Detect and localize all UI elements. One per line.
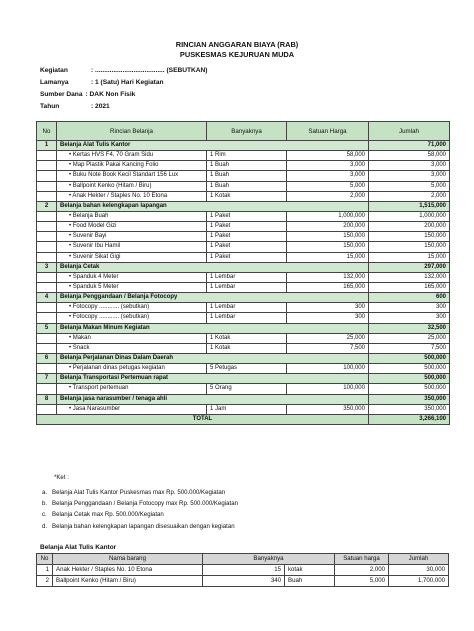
cell-unit: kotak <box>285 565 335 576</box>
cell-no-empty <box>37 181 57 191</box>
cell-amount: 132,000 <box>369 272 450 282</box>
cell-no-empty <box>37 211 57 221</box>
table-row <box>37 171 450 181</box>
second-header-jumlah: Jumlah <box>389 554 449 565</box>
cell-qty: 1 Lembar <box>207 303 287 313</box>
category-total: 350,000 <box>369 394 450 404</box>
cell-price: 300 <box>287 313 369 323</box>
note-text: Belanja Penggandaan / Belanja Fotocopy max Rp. 500.000/Kegiatan <box>52 500 238 508</box>
cell-qty: 1 Paket <box>207 222 287 232</box>
cell-no-empty <box>37 171 57 181</box>
total-label: TOTAL <box>37 414 369 424</box>
cell-price: 150,000 <box>287 232 369 242</box>
cell-no-empty <box>37 282 57 292</box>
cell-price: 7,500 <box>287 343 369 353</box>
notes <box>42 474 238 532</box>
cell-price: 5,000 <box>287 181 369 191</box>
cell-qty: 1 Buah <box>207 181 287 191</box>
cell-item-name: • Food Model Gizi <box>57 222 207 232</box>
cell-item-name: • Ballpoint Kenko (Hitam / Biru) <box>57 181 207 191</box>
note-item <box>42 498 238 509</box>
cell-no-empty <box>37 404 57 414</box>
document-subtitle: PUSKESMAS KEJURUAN MUDA <box>179 50 295 59</box>
cell-item-name: • Belanja Buah <box>57 211 207 221</box>
info-label: Kegiatan <box>40 66 68 74</box>
category-name: Belanja Alat Tulis Kantor <box>57 141 369 151</box>
cell-price: 58,000 <box>287 151 369 161</box>
cell-item-name: • Spanduk 4 Meter <box>57 272 207 282</box>
category-total: 32,500 <box>369 323 450 333</box>
cell-amount: 1,700,000 <box>389 576 449 587</box>
table-row <box>37 282 450 292</box>
cell-qty: 1 Rim <box>207 151 287 161</box>
cell-name: Ballpoint Kenko (Hitam / Biru) <box>53 576 203 587</box>
cell-qty: 1 Buah <box>207 171 287 181</box>
table-row <box>37 333 450 343</box>
cell-item-name: • Buku Note Book Kecil Standart 156 Lux <box>57 171 207 181</box>
category-row <box>37 353 450 363</box>
cell-price: 15,000 <box>287 252 369 262</box>
category-row <box>37 374 450 384</box>
cell-qty: 1 Kotak <box>207 333 287 343</box>
table-row <box>37 565 449 576</box>
notes-heading: *Ket : <box>54 474 69 481</box>
cell-no-empty <box>37 303 57 313</box>
cell-price: 5,000 <box>335 576 389 587</box>
cell-price: 200,000 <box>287 222 369 232</box>
cell-price: 3,000 <box>287 161 369 171</box>
category-total: 71,000 <box>369 141 450 151</box>
header-satuan-harga: Satuan Harga <box>287 122 369 141</box>
cell-no-empty <box>37 191 57 201</box>
cell-qty: 1 Paket <box>207 242 287 252</box>
header-banyaknya: Banyaknya <box>207 122 287 141</box>
table-row <box>37 404 450 414</box>
cell-item-name: • Snack <box>57 343 207 353</box>
cell-no-empty <box>37 161 57 171</box>
second-header-banyaknya: Banyaknya <box>203 554 335 565</box>
cell-price: 25,000 <box>287 333 369 343</box>
table-row <box>37 252 450 262</box>
table-row <box>37 576 449 587</box>
category-no: 4 <box>37 293 57 303</box>
cell-item-name: • Fotocopy ............ (sebutkan) <box>57 313 207 323</box>
table-row <box>37 191 450 201</box>
cell-no-empty <box>37 151 57 161</box>
category-no: 8 <box>37 394 57 404</box>
cell-no-empty <box>37 333 57 343</box>
cell-item-name: • Suvenir Sikat Gigi <box>57 252 207 262</box>
note-letter: d. <box>42 522 48 530</box>
total-row <box>37 414 450 424</box>
note-item <box>42 487 238 498</box>
cell-item-name: • Map Plastik Pakai Kancing Folio <box>57 161 207 171</box>
category-no: 1 <box>37 141 57 151</box>
cell-qty: 1 Paket <box>207 232 287 242</box>
cell-item-name: • Makan <box>57 333 207 343</box>
category-name: Belanja Perjalanan Dinas Dalam Daerah <box>57 353 369 363</box>
cell-qty: 15 <box>203 565 285 576</box>
cell-qty: 1 Lembar <box>207 282 287 292</box>
header-rincian: Rincian Belanja <box>57 122 207 141</box>
info-value: : DAK Non Fisik <box>85 90 136 98</box>
category-total: 500,000 <box>369 353 450 363</box>
cell-qty: 340 <box>203 576 285 587</box>
table-row <box>37 211 450 221</box>
cell-price: 3,000 <box>287 171 369 181</box>
cell-no-empty <box>37 252 57 262</box>
table-row <box>37 161 450 171</box>
note-text: Belanja bahan kelengkapan lapangan disesuaikan dengan kegiatan <box>52 522 235 530</box>
cell-price: 2,000 <box>287 191 369 201</box>
info-label: Tahun <box>40 102 60 110</box>
category-name: Belanja Penggandaan / Belanja Fotocopy <box>57 293 369 303</box>
total-value: 3,266,100 <box>369 414 450 424</box>
cell-amount: 25,000 <box>369 333 450 343</box>
cell-item-name: • Kertas HVS F4, 70 Gram Sidu <box>57 151 207 161</box>
cell-no-empty <box>37 384 57 394</box>
cell-amount: 200,000 <box>369 222 450 232</box>
table-row <box>37 272 450 282</box>
note-item <box>42 509 238 520</box>
note-text: Belanja Alat Tulis Kantor Puskesmas max Rp. 500.000/Kegiatan <box>52 489 226 496</box>
table-row <box>37 242 450 252</box>
cell-qty: 1 Jam <box>207 404 287 414</box>
cell-item-name: • Perjalanan dinas petugas kegiatan <box>57 364 207 374</box>
cell-price: 1,000,000 <box>287 211 369 221</box>
cell-item-name: • Suvenir Bayi <box>57 232 207 242</box>
category-no: 7 <box>37 374 57 384</box>
cell-amount: 500,000 <box>369 364 450 374</box>
category-total: 500,000 <box>369 374 450 384</box>
table-row <box>37 232 450 242</box>
cell-amount: 300 <box>369 303 450 313</box>
cell-amount: 165,000 <box>369 282 450 292</box>
info-value: : 1 (Satu) Hari Kegiatan <box>91 78 164 86</box>
cell-qty: 1 Kotak <box>207 343 287 353</box>
cell-amount: 150,000 <box>369 242 450 252</box>
note-item <box>42 521 238 532</box>
table-row <box>37 181 450 191</box>
second-header-nama: Nama barang <box>53 554 203 565</box>
cell-qty: 1 Lembar <box>207 313 287 323</box>
second-header-row <box>37 554 449 565</box>
category-name: Belanja jasa narasumber / tenaga ahli <box>57 394 369 404</box>
cell-price: 100,000 <box>287 384 369 394</box>
cell-amount: 7,500 <box>369 343 450 353</box>
category-row <box>37 141 450 151</box>
info-value: : 2021 <box>91 102 110 110</box>
cell-qty: 1 Kotak <box>207 191 287 201</box>
cell-amount: 150,000 <box>369 232 450 242</box>
cell-price: 350,000 <box>287 404 369 414</box>
cell-item-name: • Suvenir Ibu Hamil <box>57 242 207 252</box>
table-header-row <box>37 122 450 141</box>
info-row-lamanya <box>40 76 208 88</box>
category-name: Belanja Cetak <box>57 262 369 272</box>
cell-amount: 5,000 <box>369 181 450 191</box>
category-name: Belanja bahan kelengkapan lapangan <box>57 201 369 211</box>
cell-no-empty <box>37 232 57 242</box>
category-no: 2 <box>37 201 57 211</box>
document-title: RINCIAN ANGGARAN BIAYA (RAB) <box>175 40 299 49</box>
cell-no-empty <box>37 343 57 353</box>
cell-item-name: • Fotocopy ............ (sebutkan) <box>57 303 207 313</box>
cell-qty: 1 Paket <box>207 252 287 262</box>
note-letter: a. <box>42 489 48 496</box>
header-jumlah: Jumlah <box>369 122 450 141</box>
cell-amount: 30,000 <box>389 565 449 576</box>
budget-table <box>36 121 450 425</box>
cell-no: 1 <box>37 565 53 576</box>
cell-qty: 1 Paket <box>207 211 287 221</box>
cell-no-empty <box>37 222 57 232</box>
note-letter: b. <box>42 500 48 508</box>
info-row-kegiatan <box>40 64 208 76</box>
note-letter: c. <box>42 511 47 519</box>
table-row <box>37 303 450 313</box>
cell-amount: 15,000 <box>369 252 450 262</box>
category-row <box>37 323 450 333</box>
info-row-tahun <box>40 100 208 112</box>
info-value: : ...................................... (SEBUTKAN) <box>91 66 208 74</box>
cell-qty: 1 Lembar <box>207 272 287 282</box>
cell-item-name: • Transport pertemuan <box>57 384 207 394</box>
cell-item-name: • Jasa Narasumber <box>57 404 207 414</box>
category-no: 5 <box>37 323 57 333</box>
cell-price: 165,000 <box>287 282 369 292</box>
category-total: 600 <box>369 293 450 303</box>
table-row <box>37 222 450 232</box>
cell-item-name: • Spanduk 5 Meter <box>57 282 207 292</box>
category-row <box>37 201 450 211</box>
cell-qty: 5 Orang <box>207 384 287 394</box>
cell-amount: 500,000 <box>369 384 450 394</box>
cell-price: 2,000 <box>335 565 389 576</box>
header-no: No <box>37 122 57 141</box>
category-total: 1,515,000 <box>369 201 450 211</box>
second-header-no: No <box>37 554 53 565</box>
cell-amount: 2,000 <box>369 191 450 201</box>
second-header-satuan: Satuan harga <box>335 554 389 565</box>
category-row <box>37 262 450 272</box>
cell-amount: 300 <box>369 313 450 323</box>
category-row <box>37 293 450 303</box>
atk-detail-table <box>36 553 449 587</box>
category-name: Belanja Makan Minum Kegiatan <box>57 323 369 333</box>
note-text: Belanja Cetak max Rp. 500.000/Kegiatan <box>52 511 164 519</box>
activity-info <box>40 64 208 112</box>
cell-amount: 350,000 <box>369 404 450 414</box>
cell-amount: 3,000 <box>369 161 450 171</box>
cell-qty: 1 Buah <box>207 161 287 171</box>
cell-price: 132,000 <box>287 272 369 282</box>
cell-amount: 58,000 <box>369 151 450 161</box>
cell-no-empty <box>37 364 57 374</box>
cell-qty: 5 Petugas <box>207 364 287 374</box>
cell-price: 100,000 <box>287 364 369 374</box>
table-row <box>37 384 450 394</box>
table-row <box>37 313 450 323</box>
cell-no-empty <box>37 313 57 323</box>
table-row <box>37 151 450 161</box>
cell-price: 300 <box>287 303 369 313</box>
cell-amount: 1,000,000 <box>369 211 450 221</box>
cell-unit: Buah <box>285 576 335 587</box>
category-name: Belanja Transportasi Pertemuan rapat <box>57 374 369 384</box>
info-label: Lamanya <box>40 78 69 86</box>
cell-no-empty <box>37 242 57 252</box>
info-row-sumber-dana <box>40 88 208 100</box>
second-table-title: Belanja Alat Tulis Kantor <box>40 544 117 551</box>
cell-no-empty <box>37 272 57 282</box>
cell-item-name: • Anak Hekter / Staples No. 10 Etona <box>57 191 207 201</box>
category-row <box>37 394 450 404</box>
cell-no: 2 <box>37 576 53 587</box>
table-row <box>37 364 450 374</box>
cell-name: Anak Hekter / Staples No. 10 Etona <box>53 565 203 576</box>
category-total: 297,000 <box>369 262 450 272</box>
category-no: 3 <box>37 262 57 272</box>
cell-amount: 3,000 <box>369 171 450 181</box>
cell-price: 150,000 <box>287 242 369 252</box>
info-label: Sumber Dana <box>40 90 83 98</box>
category-no: 6 <box>37 353 57 363</box>
table-row <box>37 343 450 353</box>
